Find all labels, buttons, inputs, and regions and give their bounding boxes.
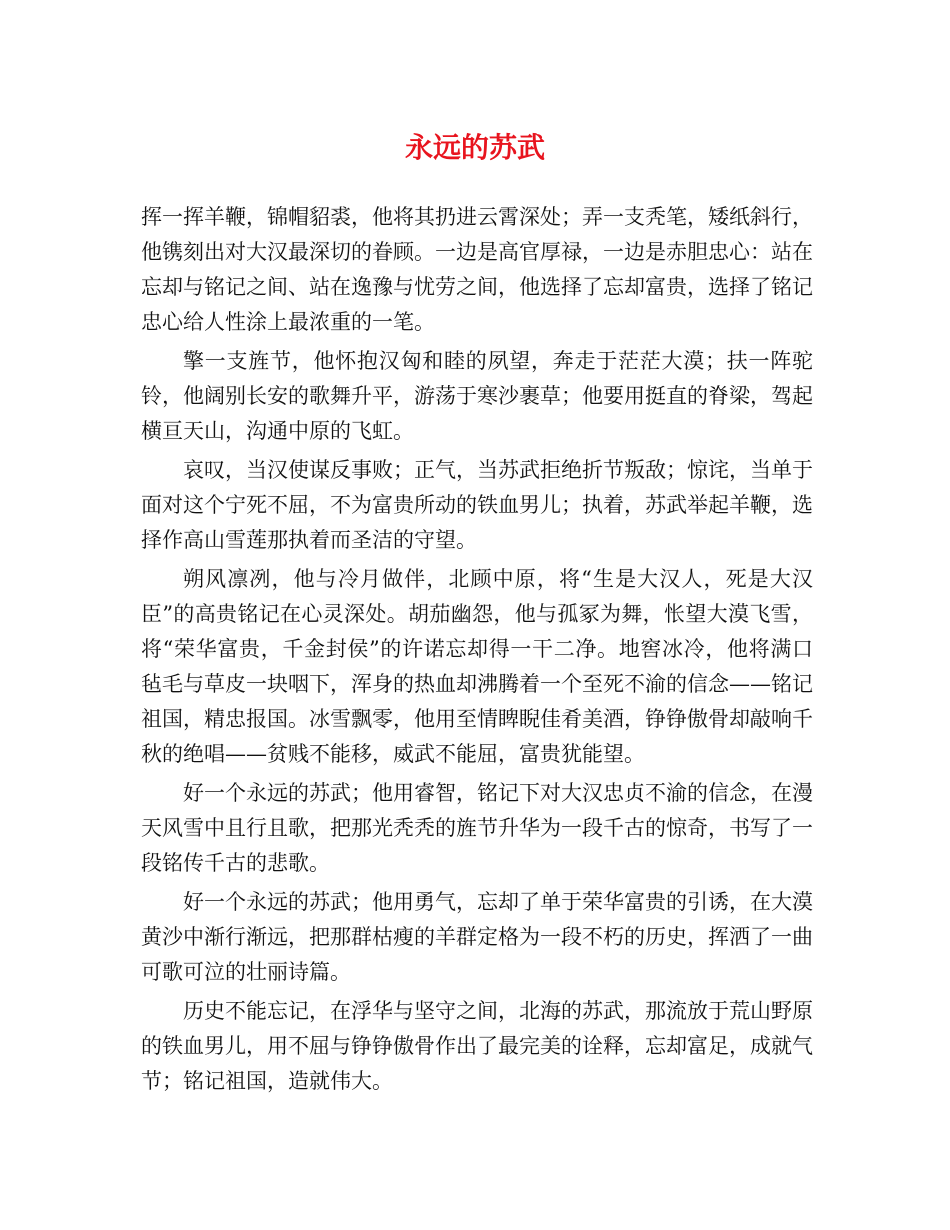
paragraph-5: 好一个永远的苏武；他用睿智，铭记下对大汉忠贞不渝的信念，在漫天风雪中且行且歌，把那光秃秃的旌节升华为一段千古的惊奇，书写了一段铭传千古的悲歌。 xyxy=(141,781,813,875)
paragraph-4: 朔风凛冽，他与冷月做伴，北顾中原，将“生是大汉人，死是大汉臣”的高贵铭记在心灵深处。胡茄幽怨，他与孤冢为舞，怅望大漠飞雪，将“荣华富贵，千金封侯”的许诺忘却得一干二净。地窖冰冷，他将满口毡毛与草皮一块咽下，浑身的热血却沸腾着一个至死不渝的信念——铭记祖国，精忠报国。冰雪飘零，他用至情睥睨佳肴美酒，铮铮傲骨却敲响千秋的绝唱——贫贱不能移，威武不能屈，富贵犹能望。 xyxy=(141,567,813,766)
paragraph-6: 好一个永远的苏武；他用勇气，忘却了单于荣华富贵的引诱，在大漠黄沙中渐行渐远，把那群枯瘦的羊群定格为一段不朽的历史，挥洒了一曲可歌可泣的壮丽诗篇。 xyxy=(141,890,813,984)
paragraph-3: 哀叹，当汉使谋反事败；正气，当苏武拒绝折节叛敌；惊诧，当单于面对这个宁死不屈，不为富贵所动的铁血男儿；执着，苏武举起羊鞭，选择作高山雪莲那执着而圣洁的守望。 xyxy=(141,458,813,552)
paragraph-1: 挥一挥羊鞭，锦帽貂裘，他将其扔进云霄深处；弄一支秃笔，矮纸斜行，他镌刻出对大汉最深切的眷顾。一边是高官厚禄，一边是赤胆忠心：站在忘却与铭记之间、站在逸豫与忧劳之间，他选择了忘却富贵，选择了铭记忠心给人性涂上最浓重的一笔。 xyxy=(141,205,813,334)
paragraph-7: 历史不能忘记，在浮华与坚守之间，北海的苏武，那流放于荒山野原的铁血男儿，用不屈与铮铮傲骨作出了最完美的诠释，忘却富足，成就气节；铭记祖国，造就伟大。 xyxy=(141,999,813,1093)
document-title: 永远的苏武 xyxy=(404,131,545,164)
paragraph-2: 擎一支旌节，他怀抱汉匈和睦的夙望，奔走于茫茫大漠；扶一阵驼铃，他阔别长安的歌舞升平，游荡于寒沙裹草；他要用挺直的脊梁，驾起横亘天山，沟通中原的飞虹。 xyxy=(141,349,813,443)
document-body xyxy=(141,200,813,1103)
